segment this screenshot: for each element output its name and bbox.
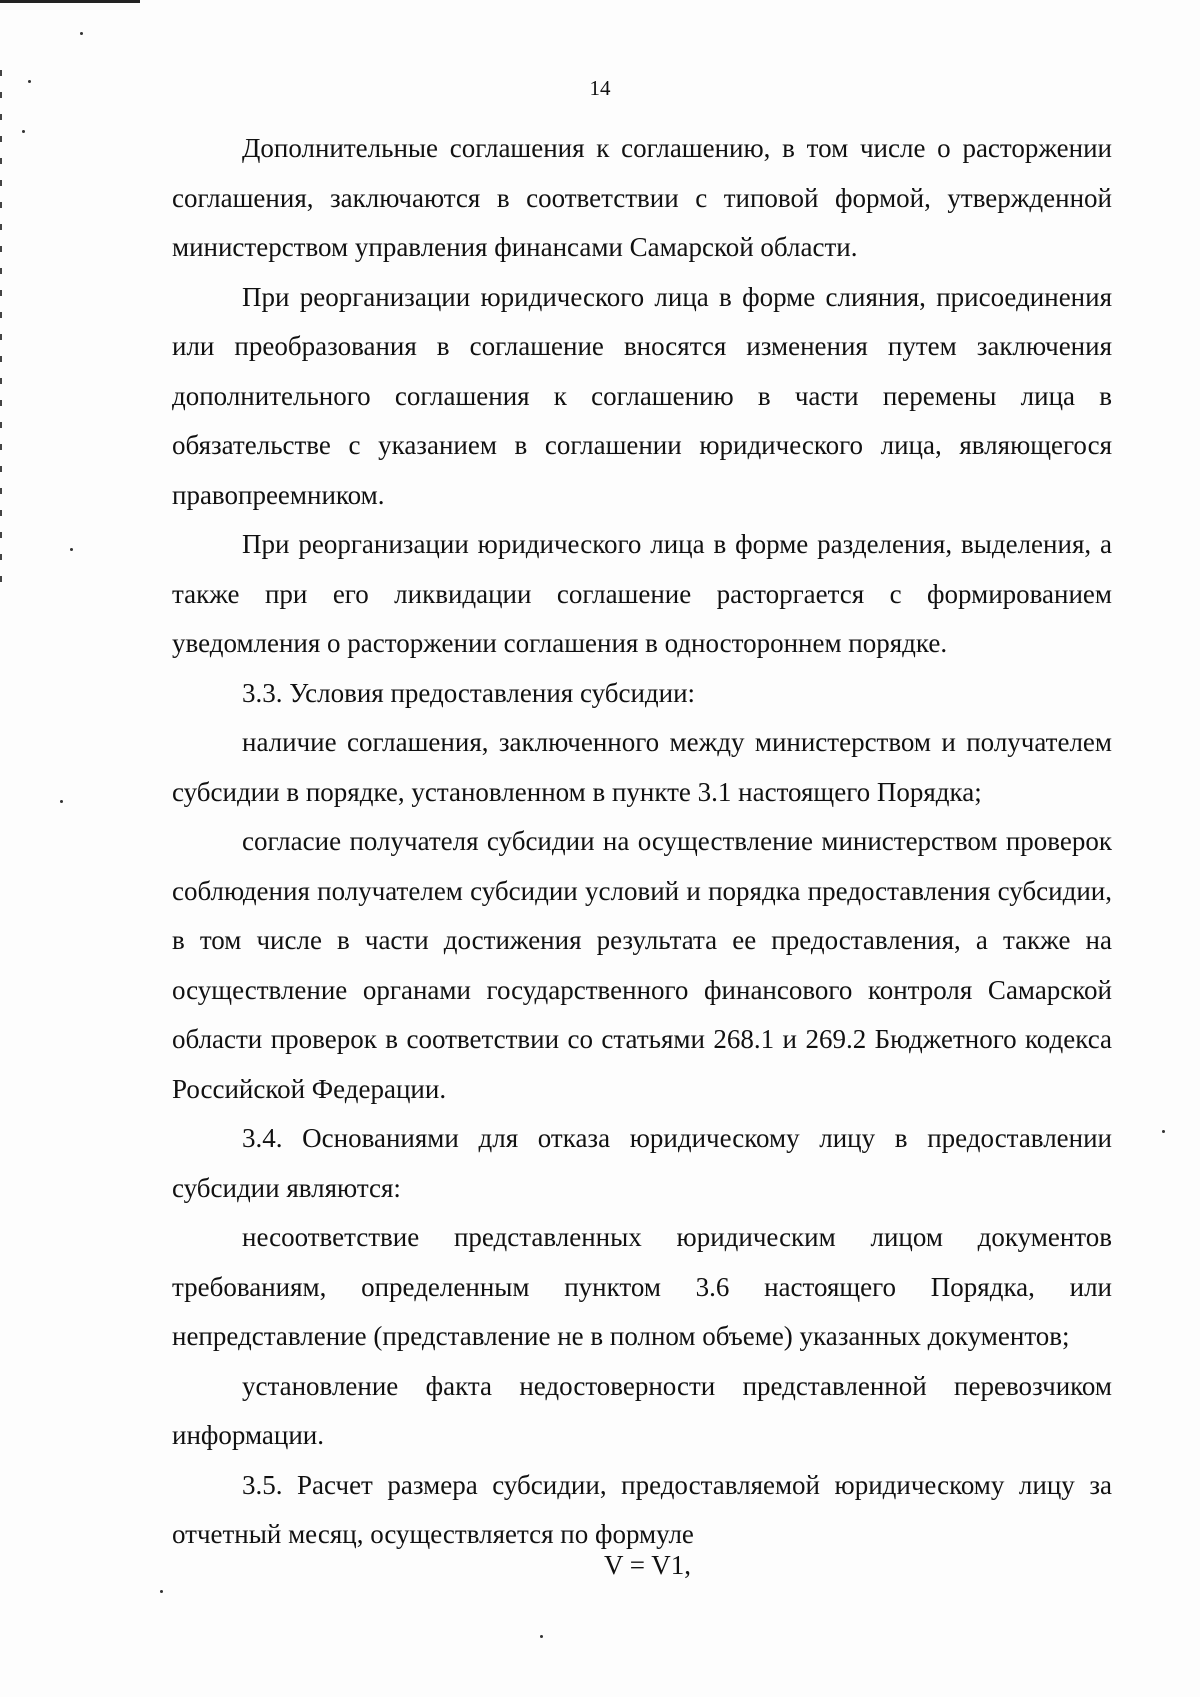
scan-speck xyxy=(1162,1130,1165,1133)
scan-binding-marks xyxy=(0,70,2,590)
paragraph-condition-agreement: наличие соглашения, заключенного между министерством и получателем субсидии в порядке, установленном в пункте 3.1 настоящего Порядка; xyxy=(172,727,1112,807)
section-heading-3-5: 3.5. Расчет размера субсидии, предоставляемой юридическому лицу за отчетный месяц, осуществляется по формуле xyxy=(172,1469,1112,1549)
paragraph-reorganization-merger: При реорганизации юридического лица в форме слияния, присоединения или преобразования в соглашение вносятся изменения путем заключения дополнительного соглашения к соглашению в части перемены лица в обязательстве с указанием в соглашении юридического лица, являющегося правопреемником. xyxy=(172,281,1112,510)
scan-speck xyxy=(160,1590,163,1593)
paragraph-reorganization-division: При реорганизации юридического лица в форме разделения, выделения, а также при его ликвидации соглашение расторгается с формированием уведомления о расторжении соглашения в одностороннем порядке. xyxy=(172,529,1112,658)
scan-speck xyxy=(70,548,73,551)
page-number: 14 xyxy=(589,76,611,100)
subsidy-formula: V = V1, xyxy=(604,1550,691,1580)
paragraph-condition-consent: согласие получателя субсидии на осуществление министерством проверок соблюдения получателем субсидии условий и порядка предоставления субсидии, в том числе в части достижения результата ее предоставления, а также на осуществление органами государственного финансового контроля Самарской области проверок в соответствии со статьями 268.1 и 269.2 Бюджетного кодекса Российской Федерации. xyxy=(172,826,1112,1104)
scan-speck xyxy=(22,130,25,133)
paragraph-refusal-unreliable-info: установление факта недостоверности представленной перевозчиком информации. xyxy=(172,1370,1112,1450)
scan-speck xyxy=(60,800,63,803)
scan-speck xyxy=(540,1635,543,1638)
scan-edge-mark xyxy=(0,0,140,3)
section-heading-3-4: 3.4. Основаниями для отказа юридическому лицу в предоставлении субсидии являются: xyxy=(172,1123,1112,1203)
paragraph-refusal-documents: несоответствие представленных юридическим лицом документов требованиям, определенным пунктом 3.6 настоящего Порядка, или непредставление (представление не в полном объеме) указанных документов; xyxy=(172,1222,1112,1351)
document-body xyxy=(172,124,1112,1560)
paragraph-additional-agreements: Дополнительные соглашения к соглашению, в том числе о расторжении соглашения, заключаются в соответствии с типовой формой, утвержденной министерством управления финансами Самарской области. xyxy=(172,133,1112,262)
section-heading-3-3: 3.3. Условия предоставления субсидии: xyxy=(242,677,696,708)
scan-speck xyxy=(80,32,83,35)
